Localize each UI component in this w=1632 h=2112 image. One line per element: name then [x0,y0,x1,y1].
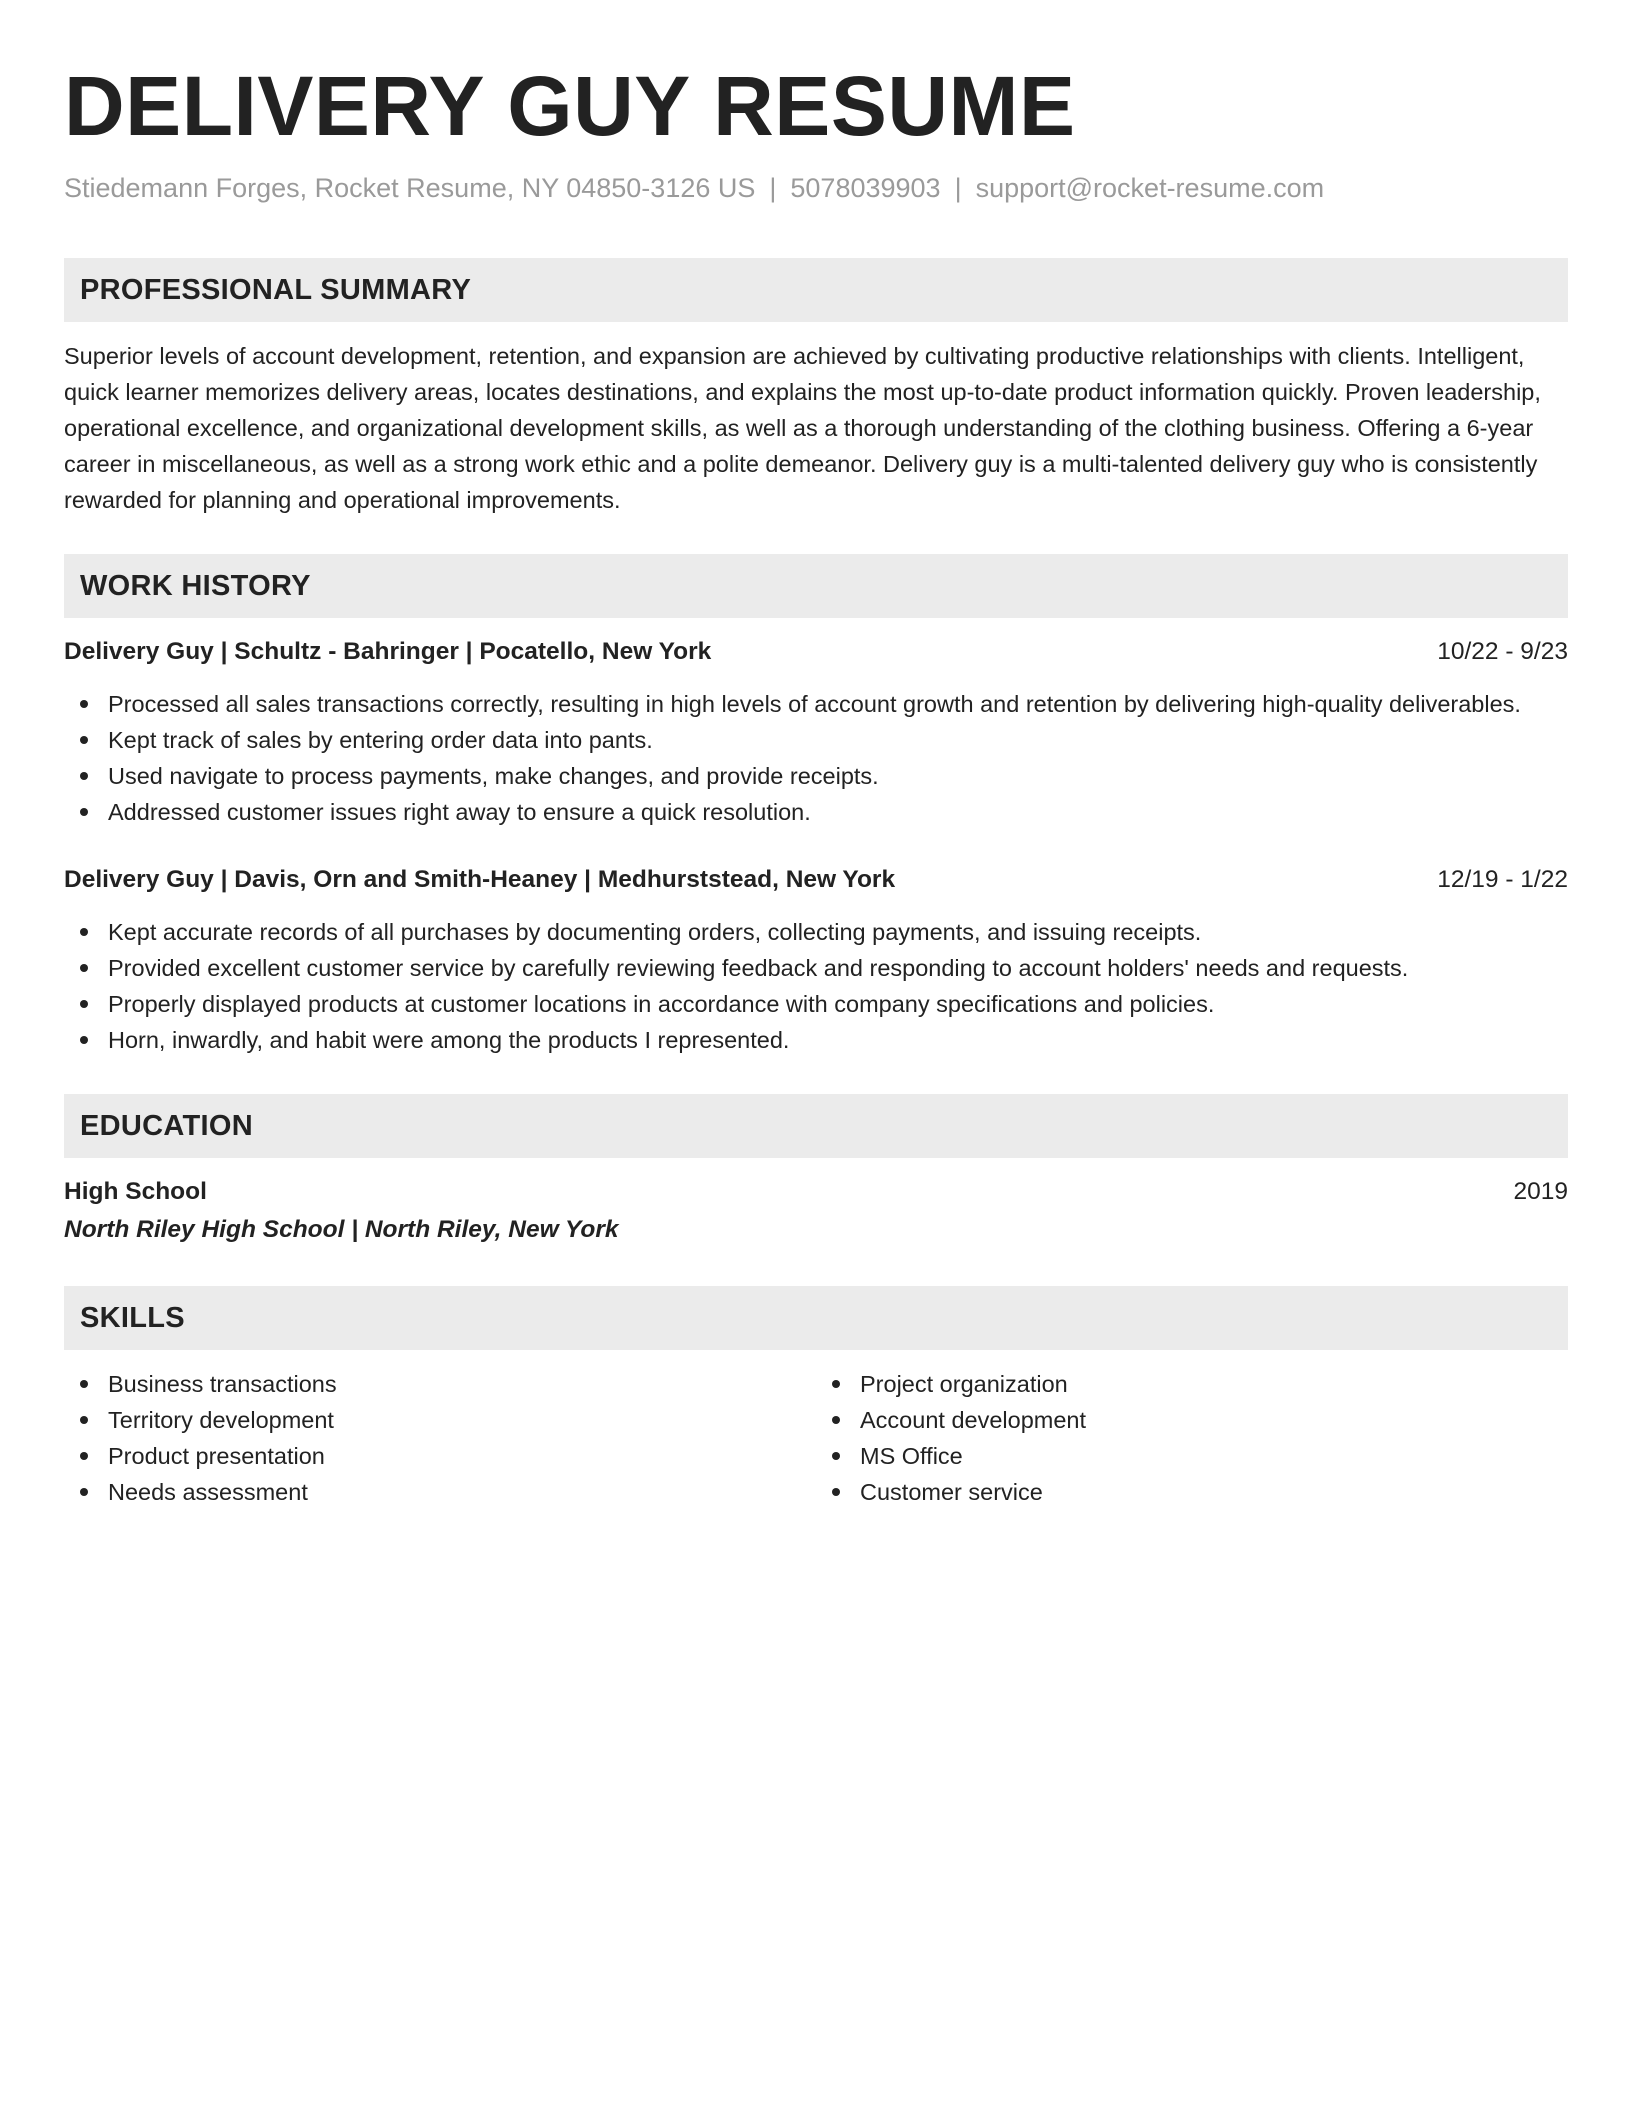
bullet-dot [832,1416,840,1424]
skill-text: Project organization [860,1371,1068,1397]
bullet-text: Kept track of sales by entering order data into pants. [108,727,653,753]
skill-text: Needs assessment [108,1479,308,1505]
bullet-text: Horn, inwardly, and habit were among the products I represented. [108,1027,790,1053]
list-item [64,1366,816,1402]
summary-heading: PROFESSIONAL SUMMARY [64,258,1568,322]
job-title: Delivery Guy | Davis, Orn and Smith-Heaney | Medhurststead, New York [64,866,896,893]
education-entry [64,1174,1568,1248]
bullet-dot [80,772,88,780]
contact-phone: 5078039903 [790,173,941,203]
summary-text: Superior levels of account development, retention, and expansion are achieved by cultivating productive relationships with clients. Intelligent, quick learner memorizes delivery areas, locates destinations, and explains the most up-to-date product information quickly. Proven leadership, operational excellence, and organizational development skills, as well as a thorough understanding of the clothing business. Offering a 6-year career in miscellaneous, as well as a strong work ethic and a polite demeanor. Delivery guy is a multi-talented delivery guy who is consistently rewarded for planning and operational improvements. [64,343,1541,513]
bullet-dot [80,964,88,972]
list-item [816,1474,1568,1510]
list-item [64,914,1568,950]
summary-section [64,258,1568,518]
job-bullets [64,914,1568,1058]
list-item [816,1438,1568,1474]
bullet-dot [80,1452,88,1460]
list-item [64,1438,816,1474]
list-item [64,950,1568,986]
bullet-dot [80,1416,88,1424]
bullet-dot [832,1488,840,1496]
education-heading: EDUCATION [64,1094,1568,1158]
bullet-dot [80,700,88,708]
list-item [64,794,1568,830]
job-bullets [64,686,1568,830]
list-item [64,986,1568,1022]
list-item [816,1402,1568,1438]
skills-column-right [816,1366,1568,1510]
bullet-dot [80,1488,88,1496]
resume-title: DELIVERY GUY RESUME [64,59,1076,153]
bullet-text: Kept accurate records of all purchases by documenting orders, collecting payments, and issuing receipts. [108,919,1202,945]
education-school: North Riley High School | North Riley, New York [64,1216,619,1243]
education-year: 2019 [1513,1178,1568,1205]
contact-address: Stiedemann Forges, Rocket Resume, NY 04850-3126 US [64,173,756,203]
skills-section [64,1286,1568,1510]
skill-text: Customer service [860,1479,1043,1505]
contact-separator: | [954,173,962,203]
bullet-text: Addressed customer issues right away to ensure a quick resolution. [108,799,811,825]
work-history-section [64,554,1568,1058]
job-entry [64,634,1568,830]
bullet-dot [80,736,88,744]
skill-text: Territory development [108,1407,334,1433]
education-section [64,1094,1568,1248]
job-header [64,862,1568,898]
list-item [64,1022,1568,1058]
contact-email: support@rocket-resume.com [975,173,1325,203]
list-item [64,686,1568,722]
education-degree: High School [64,1178,207,1205]
bullet-dot [832,1380,840,1388]
education-header [64,1174,1568,1210]
job-title: Delivery Guy | Schultz - Bahringer | Pocatello, New York [64,638,712,665]
job-dates: 12/19 - 1/22 [1437,866,1568,893]
bullet-text: Properly displayed products at customer locations in accordance with company specifications and policies. [108,991,1215,1017]
contact-line [64,170,1568,206]
bullet-dot [80,1000,88,1008]
list-item [816,1366,1568,1402]
bullet-dot [80,808,88,816]
bullet-text: Provided excellent customer service by carefully reviewing feedback and responding to account holders' needs and requests. [108,955,1409,981]
bullet-dot [832,1452,840,1460]
skills-grid [64,1366,1568,1510]
skill-text: Product presentation [108,1443,325,1469]
skill-text: Business transactions [108,1371,337,1397]
skills-heading: SKILLS [64,1286,1568,1350]
list-item [64,1474,816,1510]
list-item [64,1402,816,1438]
list-item [64,758,1568,794]
bullet-text: Processed all sales transactions correctly, resulting in high levels of account growth and retention by delivering high-quality deliverables. [108,691,1521,717]
bullet-dot [80,928,88,936]
skills-column-left [64,1366,816,1510]
bullet-text: Used navigate to process payments, make changes, and provide receipts. [108,763,879,789]
work-history-heading: WORK HISTORY [64,554,1568,618]
bullet-dot [80,1380,88,1388]
skill-text: Account development [860,1407,1087,1433]
job-header [64,634,1568,670]
job-dates: 10/22 - 9/23 [1437,638,1568,665]
skill-text: MS Office [860,1443,963,1469]
list-item [64,722,1568,758]
bullet-dot [80,1036,88,1044]
job-entry [64,862,1568,1058]
contact-separator: | [769,173,777,203]
